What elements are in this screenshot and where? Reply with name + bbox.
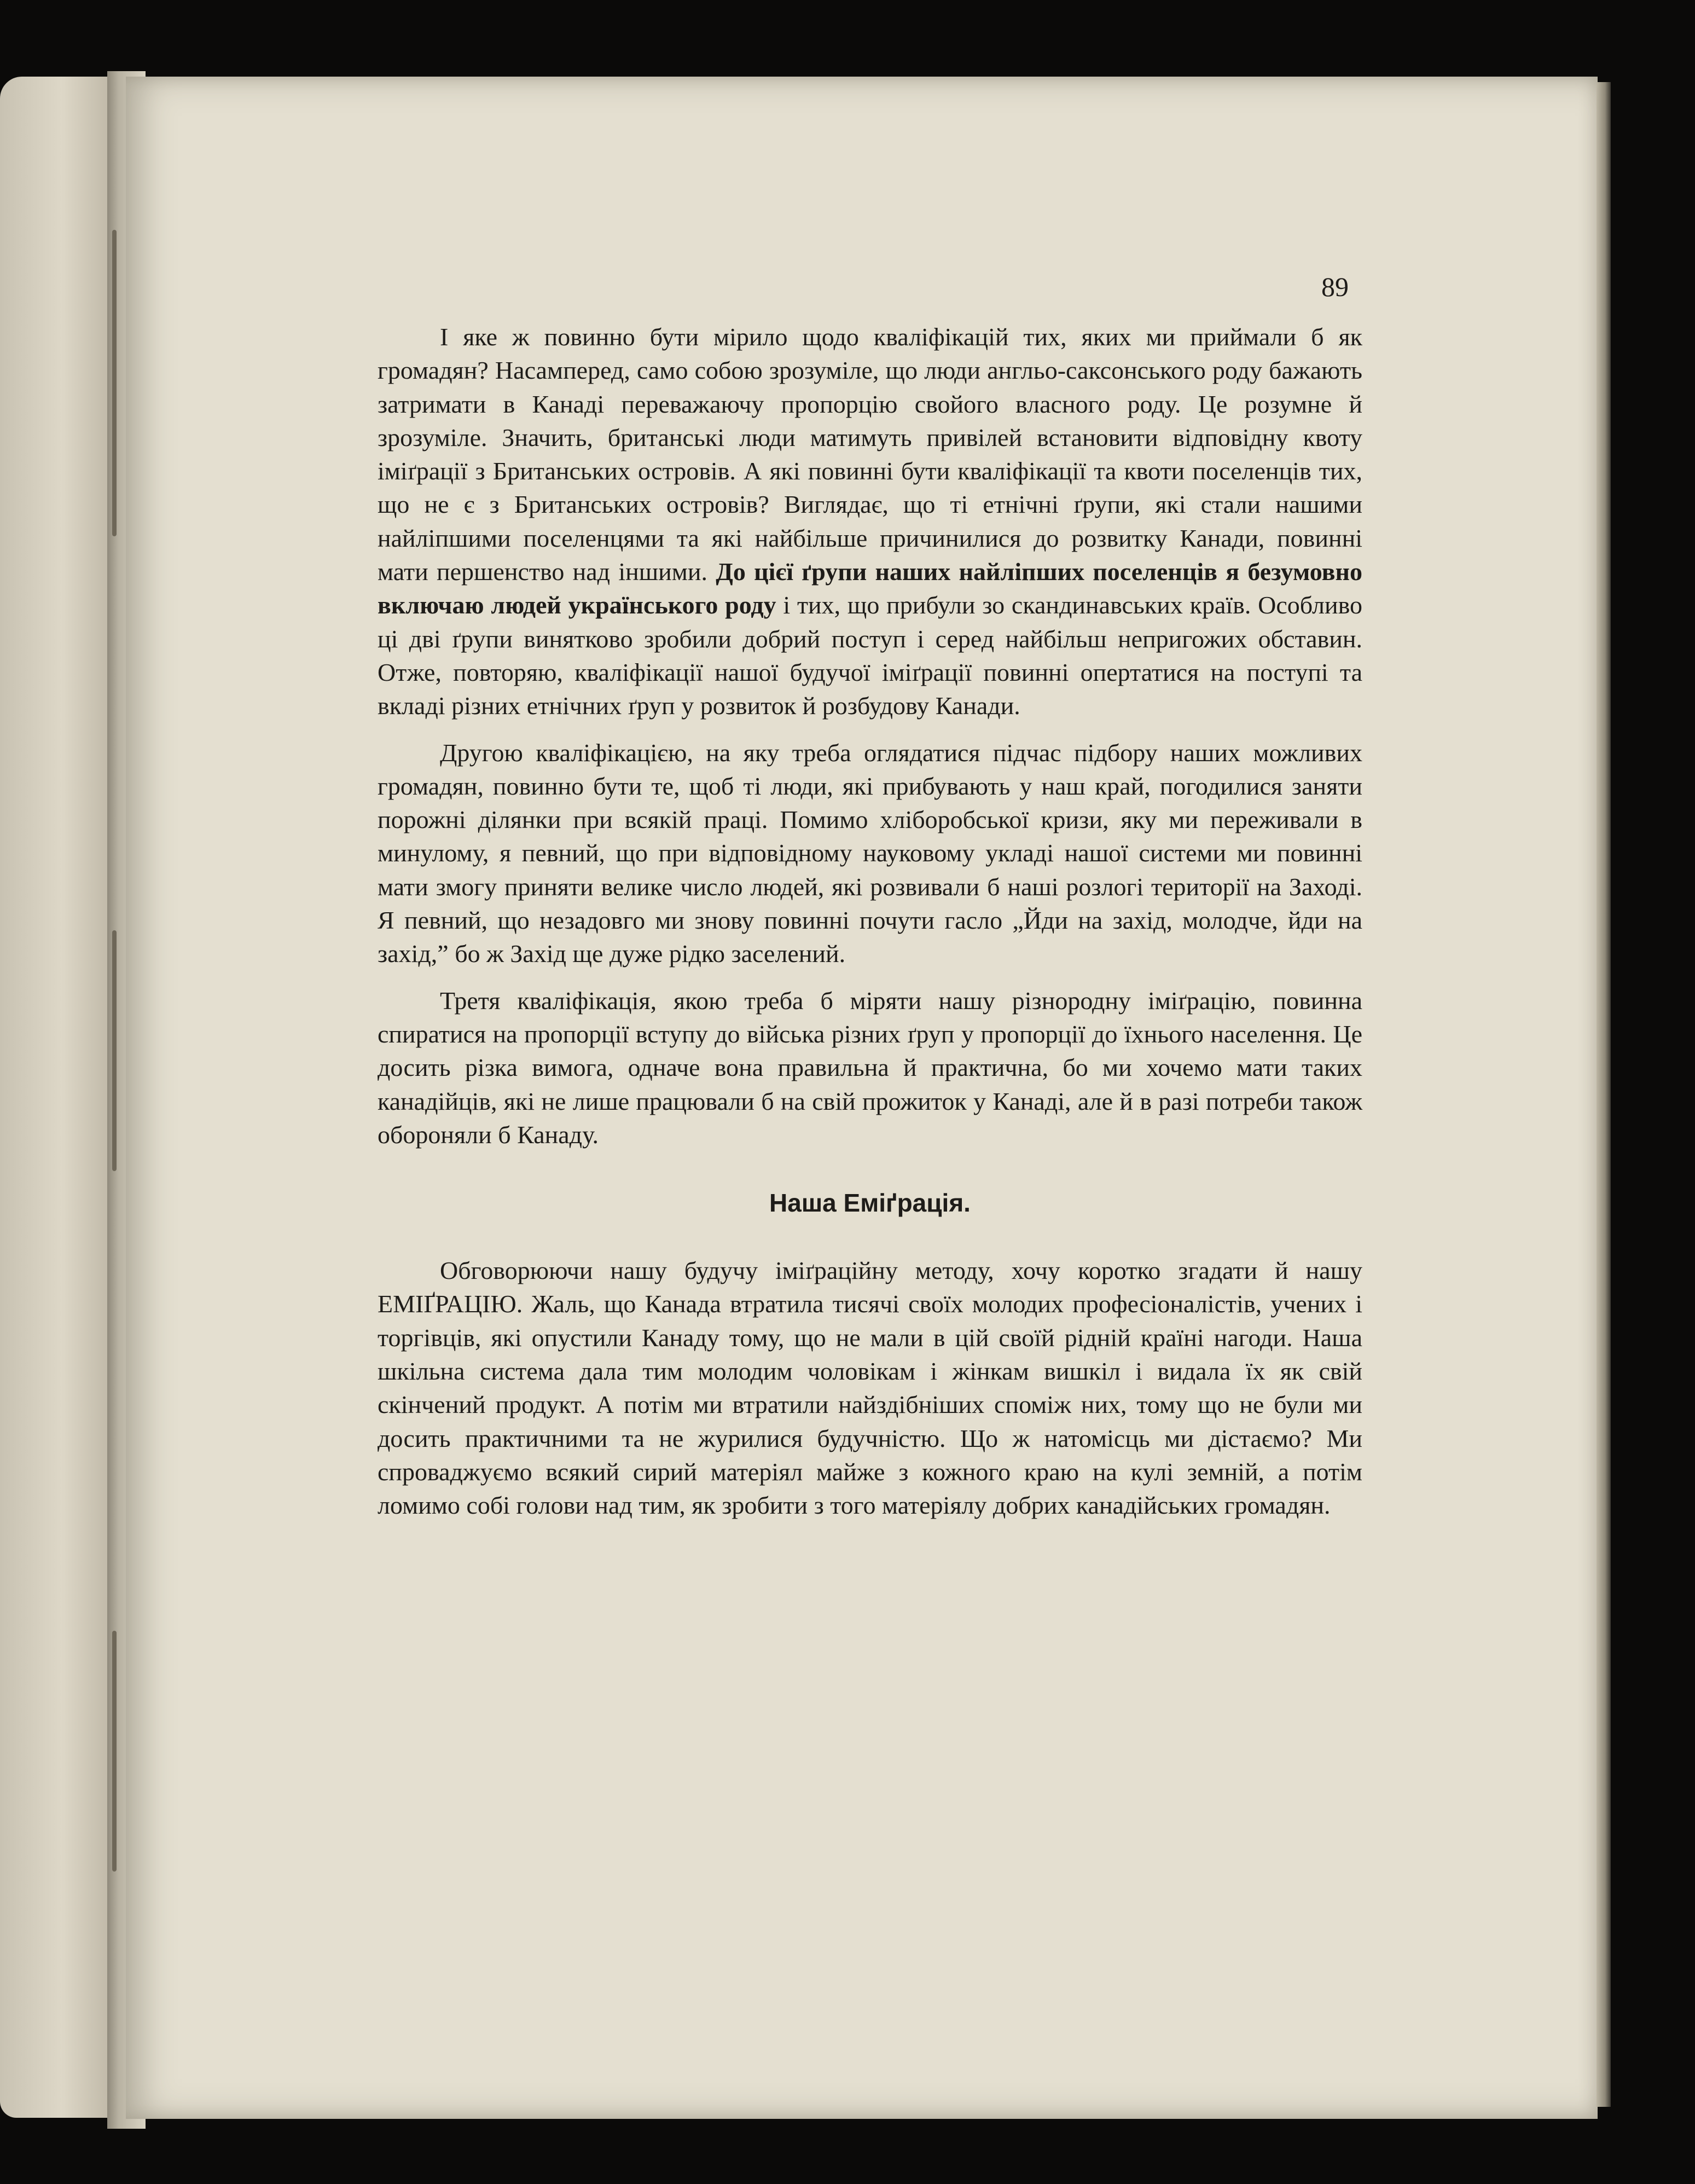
page-number: 89 [1321, 271, 1349, 302]
page-text [378, 320, 1362, 1522]
paragraph-text: І яке ж повинно бути мірило щодо кваліфікацій тих, яких ми приймали б як громадян? Насамперед, само собою зрозуміле, що люди англьо-саксонського роду бажають затримати в Канаді переважаючу пропорцію свойого власного роду. Це розумне й зрозуміле. Значить, британські люди матимуть привілей встановити відповідну квоту іміґрації з Британських островів. А які повинні бути кваліфікації та квоти поселенців тих, що не є з Британських островів? Виглядає, що ті етнічні ґрупи, які стали нашими найліпшими поселенцями та які найбільше причинилися до розвитку Канади, повинні мати першенство над іншими. [378, 323, 1362, 586]
binding-stitch [112, 930, 117, 1171]
left-page [0, 77, 112, 2118]
paragraph-second-qualification: Другою кваліфікацією, на яку треба оглядатися підчас підбору наших можливих громадян, повинно бути те, щоб ті люди, які прибувають у наш край, погодилися заняти порожні ділянки при всякій праці. Помимо хліборобської кризи, яку ми переживали в минулому, я певний, що при відповідному науковому укладі нашої системи ми повинні мати змогу приняти велике число людей, які розвивали б наші розлогі території на Заході. Я певний, що незадовго ми знову повинні почути гасло „Йди на захід, молодче, йди на захід,” бо ж Захід ще дуже рідко заселений. [378, 738, 1362, 968]
page-edge [1597, 82, 1611, 2107]
section-heading: Наша Еміґрація. [769, 1189, 971, 1218]
paragraph-qualifications [378, 320, 1362, 723]
paragraph-text: і тих, що прибули зо скандинавських країв. Особливо ці дві ґрупи винятково зробили добрий поступ і серед найбільш непригожих обставин. Отже, повторяю, кваліфікації нашої будучої іміґрації повинні опертатися на поступі та вкладі різних етнічних ґруп у розвиток й розбудову Канади. [378, 591, 1362, 720]
bold-emphasis: До цієї ґрупи наших найліпших поселенців я безумовно включаю людей українського роду [378, 558, 1362, 619]
binding-stitch [112, 1631, 117, 1872]
binding-stitch [112, 230, 117, 536]
paragraph-third-qualification: Третя кваліфікація, якою треба б міряти нашу різнородну іміґрацію, повинна спиратися на пропорції вступу до війська різних ґруп у пропорції до їхнього населення. Це досить різка вимога, одначе вона правильна й практична, бо ми хочемо мати таких канадійців, які не лише працювали б на свій прожиток у Канаді, але й в разі потреби також обороняли б Канаду. [378, 986, 1362, 1149]
paragraph-emigration: Обговорюючи нашу будучу іміґраційну методу, хочу коротко згадати й нашу ЕМІҐРАЦІЮ. Жаль, що Канада втратила тисячі своїх молодих професіоналістів, учених і торгівців, які опустили Канаду тому, що не мали в цій своїй рідній країні нагоди. Наша шкільна система дала тим молодим чоловікам і жінкам вишкіл і видала їх як свій скінчений продукт. А потім ми втратили найздібніших споміж них, тому що не були ми досить практичними та не журилися будучністю. Що ж натомісць ми дістаємо? Ми спроваджуємо всякий сирий матеріял майже з кожного краю на кулі земній, а потім ломимо собі голови над тим, як зробити з того матеріялу добрих канадійських громадян. [378, 1256, 1362, 1520]
